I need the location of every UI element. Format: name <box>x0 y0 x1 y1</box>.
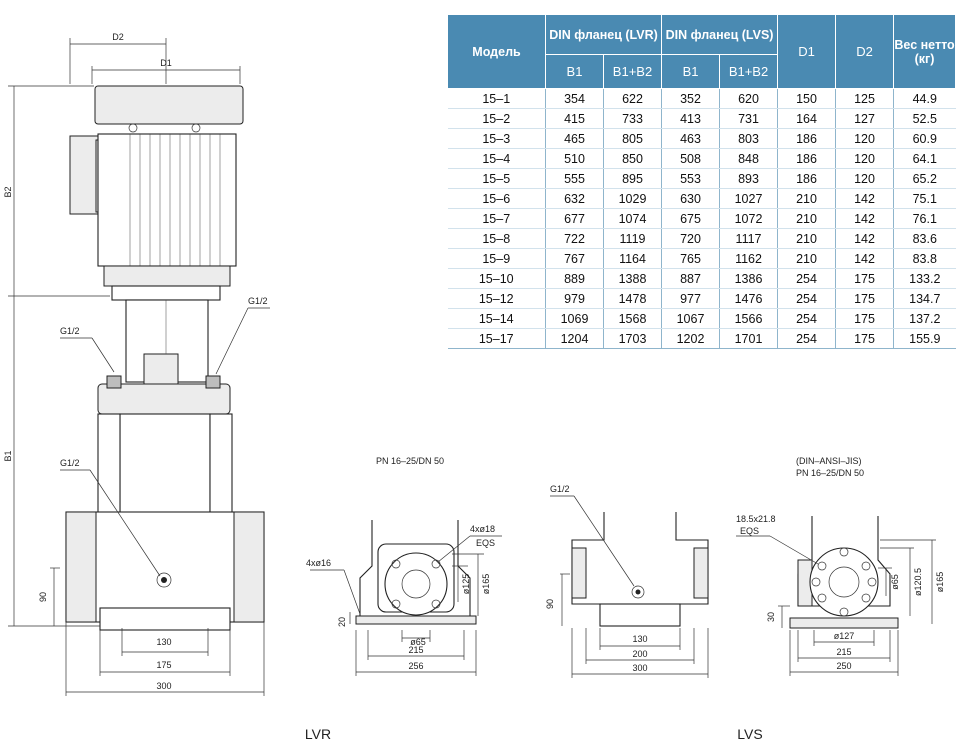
table-cell: 254 <box>778 329 836 349</box>
table-cell: 150 <box>778 89 836 109</box>
lvr-256: 256 <box>408 661 424 671</box>
table-cell: 120 <box>836 149 894 169</box>
table-cell: 733 <box>604 109 662 129</box>
dim-d2: D2 <box>112 32 124 42</box>
lvr-feet <box>356 616 476 624</box>
table-cell: 137.2 <box>894 309 956 329</box>
table-cell: 15–5 <box>448 169 546 189</box>
table-cell: 675 <box>662 209 720 229</box>
table-cell: 1119 <box>604 229 662 249</box>
table-cell: 1478 <box>604 289 662 309</box>
header-weight: Вес нетто (кг) <box>894 15 956 89</box>
table-cell: 850 <box>604 149 662 169</box>
label-g-right: G1/2 <box>248 296 268 306</box>
table-cell: 134.7 <box>894 289 956 309</box>
table-row <box>448 129 956 149</box>
lvr-holes-base: 4xø16 <box>306 558 332 568</box>
din-d165: ø165 <box>935 571 945 593</box>
header-model: Модель <box>448 15 546 89</box>
table-cell: 977 <box>662 289 720 309</box>
caption-lvr: LVR <box>304 726 332 742</box>
header-lvr-b1: B1 <box>546 55 604 89</box>
table-cell: 15–10 <box>448 269 546 289</box>
label-g-left: G1/2 <box>60 326 80 336</box>
din-d65: ø65 <box>890 574 900 590</box>
table-cell: 765 <box>662 249 720 269</box>
table-cell: 720 <box>662 229 720 249</box>
table-cell: 508 <box>662 149 720 169</box>
table-cell: 553 <box>662 169 720 189</box>
table-cell: 1566 <box>720 309 778 329</box>
table-row <box>448 289 956 309</box>
table-cell: 889 <box>546 269 604 289</box>
table-cell: 510 <box>546 149 604 169</box>
table-cell: 620 <box>720 89 778 109</box>
table-cell: 142 <box>836 229 894 249</box>
table-cell: 83.8 <box>894 249 956 269</box>
base-foot <box>100 608 230 630</box>
table-cell: 75.1 <box>894 189 956 209</box>
table-cell: 803 <box>720 129 778 149</box>
table-cell: 1568 <box>604 309 662 329</box>
table-cell: 175 <box>836 309 894 329</box>
table-cell: 210 <box>778 249 836 269</box>
table-cell: 887 <box>662 269 720 289</box>
inlet-flange <box>66 512 96 622</box>
table-cell: 186 <box>778 169 836 189</box>
dim-175: 175 <box>156 660 172 670</box>
header-din-lvr: DIN фланец (LVR) <box>546 15 662 55</box>
caption-lvs: LVS <box>737 726 763 742</box>
table-cell: 1204 <box>546 329 604 349</box>
table-cell: 413 <box>662 109 720 129</box>
table-cell: 125 <box>836 89 894 109</box>
table-cell: 15–2 <box>448 109 546 129</box>
lvr-d165: ø165 <box>481 573 491 595</box>
table-cell: 15–3 <box>448 129 546 149</box>
dim-b2: B2 <box>3 186 13 198</box>
table-cell: 15–14 <box>448 309 546 329</box>
lvs-flange-right <box>694 548 708 598</box>
bolt-icon <box>129 124 137 132</box>
lvr-base-view <box>305 456 502 742</box>
table-cell: 210 <box>778 229 836 249</box>
din-eqs: EQS <box>740 526 760 536</box>
header-d2: D2 <box>836 15 894 89</box>
din-standard-2: PN 16–25/DN 50 <box>796 468 865 478</box>
table-cell: 895 <box>604 169 662 189</box>
table-cell: 142 <box>836 249 894 269</box>
din-30: 30 <box>766 611 776 623</box>
table-row <box>448 249 956 269</box>
spec-table-body <box>448 89 956 349</box>
bolt-icon <box>192 124 200 132</box>
header-din-lvs: DIN фланец (LVS) <box>662 15 778 55</box>
table-cell: 133.2 <box>894 269 956 289</box>
header-lvs-b1: B1 <box>662 55 720 89</box>
table-row <box>448 309 956 329</box>
table-cell: 254 <box>778 309 836 329</box>
header-d1: D1 <box>778 15 836 89</box>
table-cell: 415 <box>546 109 604 129</box>
dim-b1: B1 <box>3 450 13 462</box>
table-cell: 60.9 <box>894 129 956 149</box>
table-row <box>448 149 956 169</box>
lvs-200: 200 <box>632 649 648 659</box>
table-cell: 1388 <box>604 269 662 289</box>
spec-table <box>447 14 956 349</box>
table-cell: 1072 <box>720 209 778 229</box>
table-cell: 15–6 <box>448 189 546 209</box>
coupling-ring <box>112 286 220 300</box>
pump-sleeve <box>120 414 210 514</box>
table-cell: 52.5 <box>894 109 956 129</box>
motor-flange <box>104 266 230 286</box>
table-cell: 767 <box>546 249 604 269</box>
table-cell: 722 <box>546 229 604 249</box>
table-cell: 1703 <box>604 329 662 349</box>
table-cell: 1067 <box>662 309 720 329</box>
table-cell: 120 <box>836 129 894 149</box>
dim-300: 300 <box>156 681 172 691</box>
table-cell: 127 <box>836 109 894 129</box>
din-standard-1: (DIN–ANSI–JIS) <box>796 456 862 466</box>
dim-90: 90 <box>38 591 48 603</box>
table-cell: 555 <box>546 169 604 189</box>
lvr-d125: ø125 <box>461 573 471 595</box>
lvr-flange <box>385 553 447 615</box>
dim-130: 130 <box>156 637 172 647</box>
vent-nut-right <box>206 376 220 388</box>
table-row <box>448 89 956 109</box>
table-cell: 1074 <box>604 209 662 229</box>
table-row <box>448 229 956 249</box>
table-cell: 465 <box>546 129 604 149</box>
table-cell: 186 <box>778 149 836 169</box>
table-cell: 848 <box>720 149 778 169</box>
table-cell: 155.9 <box>894 329 956 349</box>
lvr-standard: PN 16–25/DN 50 <box>376 456 445 466</box>
table-cell: 1701 <box>720 329 778 349</box>
din-d127: ø127 <box>833 631 855 641</box>
table-cell: 354 <box>546 89 604 109</box>
table-cell: 15–12 <box>448 289 546 309</box>
lvs-300: 300 <box>632 663 648 673</box>
table-cell: 1164 <box>604 249 662 269</box>
table-cell: 164 <box>778 109 836 129</box>
table-cell: 805 <box>604 129 662 149</box>
lvs-base-view <box>545 484 763 742</box>
lvr-eqs: EQS <box>476 538 496 548</box>
table-row <box>448 209 956 229</box>
tie-rod-right <box>210 414 232 514</box>
table-cell: 210 <box>778 209 836 229</box>
din-flange-view <box>736 456 945 676</box>
table-cell: 677 <box>546 209 604 229</box>
din-feet <box>790 618 898 628</box>
table-cell: 352 <box>662 89 720 109</box>
table-cell: 175 <box>836 289 894 309</box>
vent-nut-left <box>107 376 121 388</box>
table-cell: 64.1 <box>894 149 956 169</box>
table-cell: 15–1 <box>448 89 546 109</box>
lvr-215: 215 <box>408 645 424 655</box>
table-cell: 1029 <box>604 189 662 209</box>
terminal-box <box>70 136 98 214</box>
table-cell: 175 <box>836 329 894 349</box>
table-row <box>448 109 956 129</box>
table-cell: 120 <box>836 169 894 189</box>
table-cell: 1202 <box>662 329 720 349</box>
coupling-guard <box>144 354 178 384</box>
table-row <box>448 189 956 209</box>
din-slot: 18.5x21.8 <box>736 514 776 524</box>
table-cell: 1386 <box>720 269 778 289</box>
table-cell: 83.6 <box>894 229 956 249</box>
header-lvr-b1b2: B1+B2 <box>604 55 662 89</box>
motor-cap <box>95 86 243 124</box>
table-cell: 65.2 <box>894 169 956 189</box>
table-cell: 15–4 <box>448 149 546 169</box>
table-row <box>448 269 956 289</box>
table-cell: 254 <box>778 289 836 309</box>
table-cell: 622 <box>604 89 662 109</box>
table-cell: 142 <box>836 189 894 209</box>
table-cell: 15–8 <box>448 229 546 249</box>
table-cell: 1117 <box>720 229 778 249</box>
table-cell: 44.9 <box>894 89 956 109</box>
table-row <box>448 329 956 349</box>
table-row <box>448 169 956 189</box>
label-g-base: G1/2 <box>60 458 80 468</box>
lvr-20: 20 <box>337 616 347 628</box>
lvs-flange-left <box>572 548 586 598</box>
dim-d1: D1 <box>160 58 172 68</box>
table-cell: 254 <box>778 269 836 289</box>
outlet-flange <box>234 512 264 622</box>
table-cell: 76.1 <box>894 209 956 229</box>
din-215: 215 <box>836 647 852 657</box>
table-cell: 15–7 <box>448 209 546 229</box>
table-cell: 463 <box>662 129 720 149</box>
pump-side-view <box>3 32 270 696</box>
table-cell: 1476 <box>720 289 778 309</box>
table-cell: 1162 <box>720 249 778 269</box>
din-250: 250 <box>836 661 852 671</box>
table-cell: 632 <box>546 189 604 209</box>
header-lvs-b1b2: B1+B2 <box>720 55 778 89</box>
lvr-holes-flange: 4xø18 <box>470 524 496 534</box>
lvr-d65: ø65 <box>410 637 426 647</box>
lvs-g: G1/2 <box>550 484 570 494</box>
lvs-90: 90 <box>545 598 555 610</box>
table-cell: 186 <box>778 129 836 149</box>
table-cell: 1027 <box>720 189 778 209</box>
motor-body <box>98 134 236 266</box>
table-cell: 731 <box>720 109 778 129</box>
lvs-casing <box>572 512 708 604</box>
lvs-foot <box>600 604 680 626</box>
table-cell: 979 <box>546 289 604 309</box>
table-cell: 893 <box>720 169 778 189</box>
din-d1205: ø120.5 <box>913 567 923 597</box>
table-cell: 210 <box>778 189 836 209</box>
table-cell: 630 <box>662 189 720 209</box>
table-cell: 15–17 <box>448 329 546 349</box>
lvs-130: 130 <box>632 634 648 644</box>
table-cell: 142 <box>836 209 894 229</box>
table-cell: 15–9 <box>448 249 546 269</box>
table-cell: 1069 <box>546 309 604 329</box>
table-cell: 175 <box>836 269 894 289</box>
